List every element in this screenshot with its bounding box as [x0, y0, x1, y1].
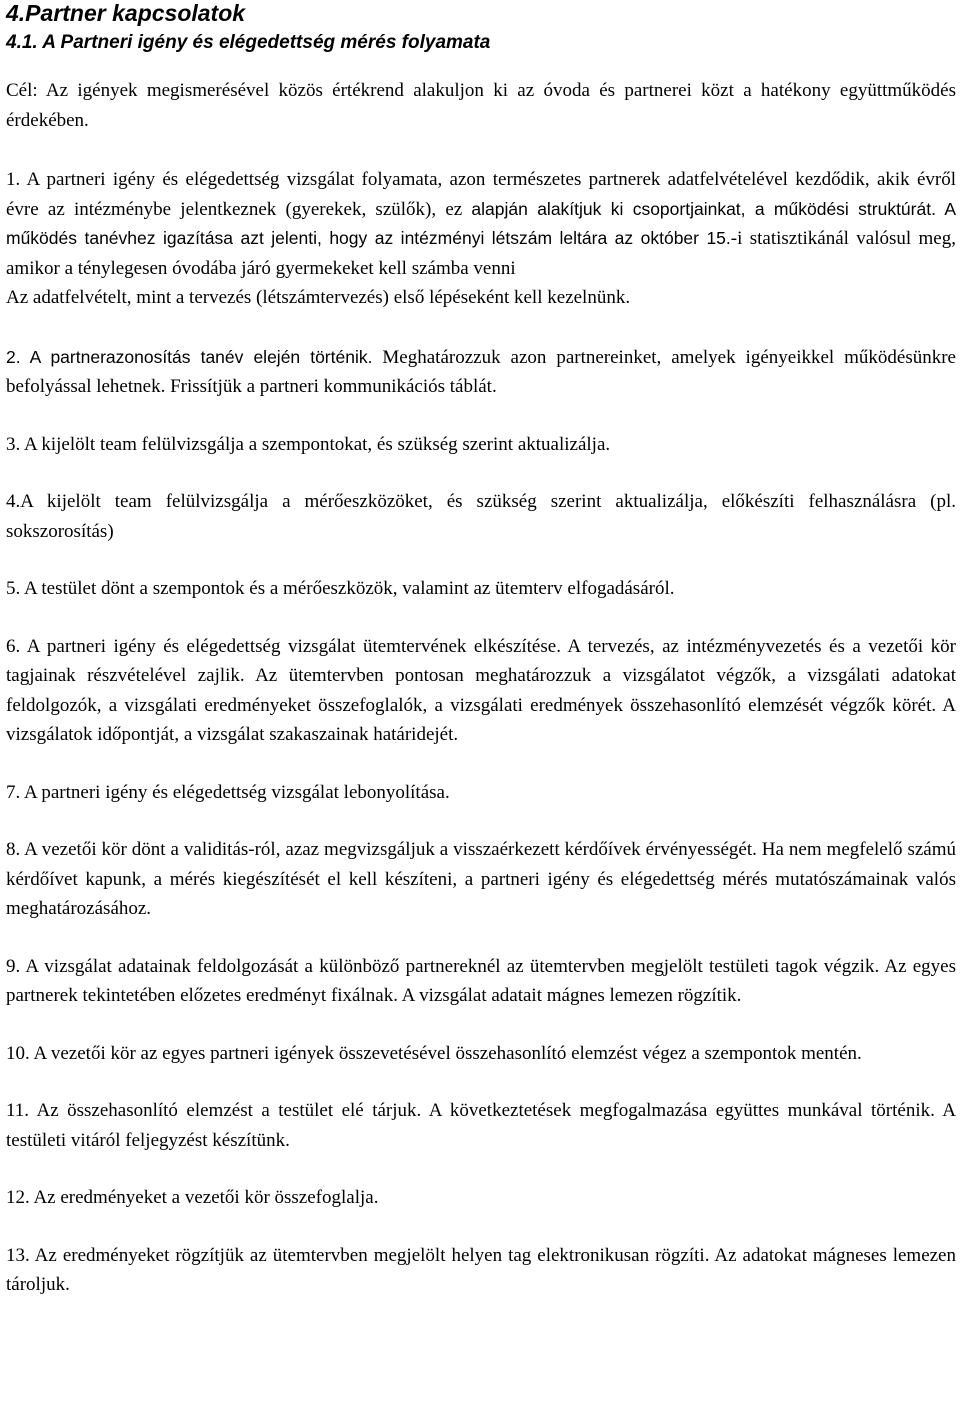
- section-heading: 4.1. A Partneri igény és elégedettség mérés folyamata: [6, 32, 491, 53]
- step-1-text-d: Az adatfelvételt, mint a tervezés (létszámtervezés) első lépéseként kell kezelnünk.: [6, 287, 631, 308]
- goal-paragraph: Cél: Az igények megismerésével közös értékrend alakuljon ki az óvoda és partnerei közt a hatékony együttműködés érdekében.: [6, 80, 956, 131]
- step-9-paragraph: 9. A vizsgálat adatainak feldolgozását a különböző partnereknél az ütemtervben megjelölt testületi tagok végzik. Az egyes partnerek tekintetében előzetes eredményt fixálnak. A vizsgálat adatait mágnes lemezen rögzítik.: [6, 955, 956, 1006]
- step-8-paragraph: 8. A vezetői kör dönt a validitás-ról, azaz megvizsgáljuk a visszaérkezett kérdőívek érvényességét. Ha nem megfelelő számú kérdőívet kapunk, a mérés kiegészítését el kell készíteni, a partneri igény és elégedettség mérés mutatószámainak valós meghatározásához.: [6, 839, 956, 919]
- step-1-text-a: 1. A partneri igény és elégedettség vizsgálat folyamata, azon természetes partnerek adatfelvételével kezdődik, akik évről évre az intézménybe jelentkeznek (gyerekek, szülők), ez: [6, 169, 956, 220]
- step-2-paragraph: [6, 343, 956, 402]
- step-7-paragraph: 7. A partneri igény és elégedettség vizsgálat lebonyolítása.: [6, 781, 450, 803]
- step-12-paragraph: 12. Az eredményeket a vezetői kör összefoglalja.: [6, 1187, 379, 1208]
- step-1-text-b: alapján alakítjuk ki csoportjainkat, a működési struktúrát. A működés tanévhez igazítása azt jelenti, hogy az intézményi létszám leltára az október 15.: [6, 198, 956, 248]
- step-11-paragraph: 11. Az összehasonlító elemzést a testület elé tárjuk. A következtetések megfogalmazása együttes munkával történik. A testületi vitáról feljegyzést készítünk.: [6, 1100, 956, 1151]
- step-4-paragraph: 4.A kijelölt team felülvizsgálja a mérőeszközöket, és szükség szerint aktualizálja, előkészíti felhasználásra (pl. sokszorosítás): [6, 491, 956, 542]
- document-page: [6, 0, 956, 1300]
- step-1-paragraph: [6, 165, 956, 313]
- step-10-paragraph: 10. A vezetői kör az egyes partneri igények összevetésével összehasonlító elemzést végez a szempontok mentén.: [6, 1042, 862, 1064]
- step-13-paragraph: 13. Az eredményeket rögzítjük az ütemtervben megjelölt helyen tag elektronikusan rögzíti. Az adatokat mágneses lemezen tároljuk.: [6, 1244, 956, 1295]
- chapter-heading: 4.Partner kapcsolatok: [6, 0, 246, 26]
- step-6-paragraph: 6. A partneri igény és elégedettség vizsgálat ütemtervének elkészítése. A tervezés, az intézményvezetés és a vezetői kör tagjainak részvételével zajlik. Az ütemtervben pontosan meghatározzuk a vizsgálatot végzők, a vizsgálati adatokat feldolgozók, a vizsgálati eredményeket összefoglalók, a vizsgálati eredmények összehasonlító elemzését végzők körét. A vizsgálatok időpontját, a vizsgálat szakaszainak határidejét.: [6, 635, 956, 745]
- step-2-text-b: Meghatározzuk azon partnereinket, amelyek igényeikkel működésünkre befolyással lehetnek. Frissítjük a partneri kommunikációs táblát.: [6, 346, 956, 397]
- step-2-text-a: 2. A partnerazonosítás tanév elején történik.: [6, 346, 373, 367]
- step-3-paragraph: 3. A kijelölt team felülvizsgálja a szempontokat, és szükség szerint aktualizálja.: [6, 433, 611, 455]
- step-1-text-c: -i statisztikánál valósul meg, amikor a ténylegesen óvodába járó gyermekeket kell számba venni: [6, 228, 956, 279]
- step-5-paragraph: 5. A testület dönt a szempontok és a mérőeszközök, valamint az ütemterv elfogadásáról.: [6, 578, 675, 599]
